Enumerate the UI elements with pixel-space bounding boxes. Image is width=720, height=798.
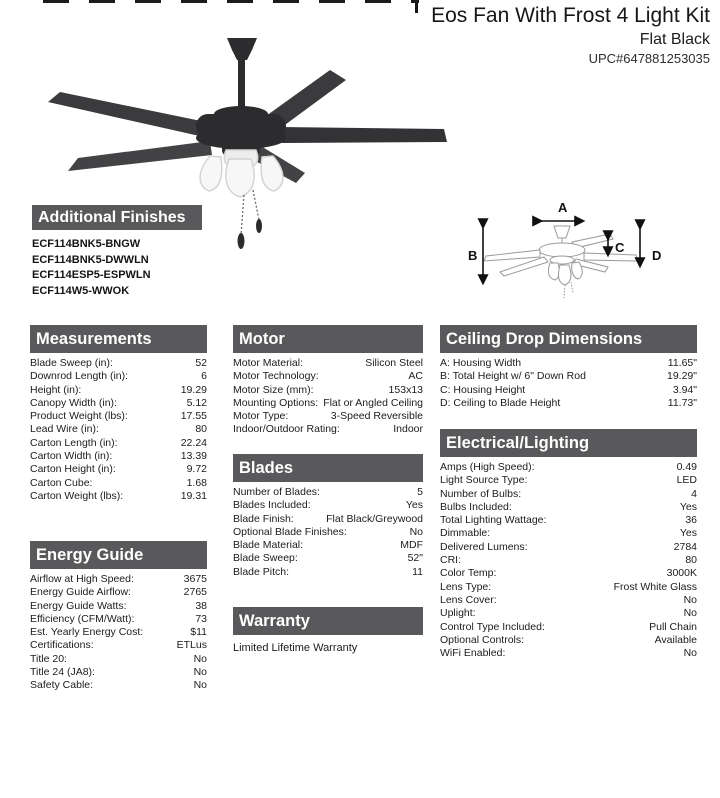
spec-label: Energy Guide Watts: <box>30 599 127 612</box>
spec-label: Indoor/Outdoor Rating: <box>233 423 340 436</box>
dim-label-a: A <box>558 200 568 215</box>
section-electrical-lighting <box>440 429 697 660</box>
spec-value: Flat Black/Greywood <box>326 512 423 525</box>
spec-value: Silicon Steel <box>365 357 423 369</box>
spec-value: 13.39 <box>180 450 207 463</box>
finish-name: Flat Black <box>639 31 710 48</box>
section-measurements <box>30 325 207 503</box>
downrod <box>238 58 245 114</box>
spec-row <box>440 357 697 370</box>
spec-value: Frost White Glass <box>613 580 697 593</box>
spec-label: Optional Blade Finishes: <box>233 525 347 538</box>
spec-value: 52 <box>195 357 207 369</box>
spec-value: 11.73" <box>667 396 697 409</box>
spec-label: Product Weight (lbs): <box>30 410 128 423</box>
diagram-canopy <box>554 226 570 238</box>
spec-row <box>30 666 207 679</box>
spec-label: Canopy Width (in): <box>30 396 117 409</box>
spec-label: Blade Finish: <box>233 512 294 525</box>
section-header-energy-guide: Energy Guide <box>30 541 207 569</box>
spec-value: AC <box>408 370 423 383</box>
spec-row <box>233 357 423 370</box>
spec-label: Carton Width (in): <box>30 450 113 463</box>
spec-row <box>30 679 207 692</box>
spec-value: 2784 <box>673 540 697 553</box>
section-header-ceiling-drop: Ceiling Drop Dimensions <box>440 325 697 353</box>
spec-row <box>30 450 207 463</box>
spec-value: 3-Speed Reversible <box>330 410 423 423</box>
section-blades <box>233 454 423 579</box>
ceiling-drop-rows <box>440 357 697 410</box>
title-block <box>431 4 710 67</box>
spec-value: 11 <box>412 565 423 578</box>
spec-row <box>30 423 207 436</box>
spec-row <box>233 566 423 579</box>
spec-row <box>440 461 697 474</box>
spec-value: 4 <box>691 487 697 500</box>
spec-value: 22.24 <box>180 436 207 449</box>
spec-value: Flat or Angled Ceiling <box>323 396 423 409</box>
spec-label: Optional Controls: <box>440 633 525 646</box>
energy-guide-rows <box>30 573 207 693</box>
spec-row <box>30 370 207 383</box>
upc-code: UPC#647881253035 <box>588 51 710 66</box>
spec-value: No <box>683 593 697 606</box>
spec-row <box>233 539 423 552</box>
electrical-rows <box>440 461 697 660</box>
spec-row <box>233 410 423 423</box>
cropped-letterhead-mark <box>415 2 418 13</box>
spec-row <box>30 626 207 639</box>
spec-label: Color Temp: <box>440 567 497 580</box>
spec-label: CRI: <box>440 554 461 567</box>
spec-label: D: Ceiling to Blade Height <box>440 396 561 409</box>
spec-label: Energy Guide Airflow: <box>30 586 131 599</box>
section-header-measurements: Measurements <box>30 325 207 353</box>
spec-row <box>30 653 207 666</box>
diagram-blade-left <box>484 250 540 261</box>
spec-row <box>30 463 207 476</box>
spec-row <box>30 477 207 490</box>
spec-label: Carton Length (in): <box>30 436 118 449</box>
section-energy-guide <box>30 541 207 693</box>
pull-chain-fob-short <box>256 219 262 233</box>
canopy <box>227 38 257 60</box>
spec-label: Carton Height (in): <box>30 463 116 476</box>
spec-label: Carton Weight (lbs): <box>30 489 124 502</box>
spec-value: 1.68 <box>186 476 207 489</box>
spec-label: Safety Cable: <box>30 679 94 692</box>
spec-label: Lead Wire (in): <box>30 423 99 436</box>
page-title: Eos Fan With Frost 4 Light Kit <box>431 4 710 27</box>
spec-label: Bulbs Included: <box>440 500 512 513</box>
spec-row <box>30 600 207 613</box>
spec-value: MDF <box>400 539 423 552</box>
spec-label: Efficiency (CFM/Watt): <box>30 612 135 625</box>
spec-value: 80 <box>195 423 207 436</box>
spec-label: Light Source Type: <box>440 474 528 487</box>
dim-label-b: B <box>468 248 478 263</box>
spec-value: 9.72 <box>186 463 207 476</box>
spec-row <box>440 488 697 501</box>
spec-row <box>440 581 697 594</box>
dim-label-d: D <box>652 248 662 263</box>
spec-label: Certifications: <box>30 639 94 652</box>
spec-value: Indoor <box>393 423 423 436</box>
spec-label: Airflow at High Speed: <box>30 573 134 585</box>
pull-chain-short <box>253 190 259 220</box>
spec-value: 2765 <box>183 586 207 599</box>
spec-label: Lens Type: <box>440 580 492 593</box>
spec-value: 19.31 <box>180 489 207 502</box>
spec-label: Motor Size (mm): <box>233 383 314 396</box>
spec-row <box>30 613 207 626</box>
spec-label: C: Housing Height <box>440 383 526 396</box>
spec-label: Lens Cover: <box>440 593 497 606</box>
section-warranty <box>233 607 423 654</box>
glass-shade-front <box>226 159 254 197</box>
spec-row <box>440 514 697 527</box>
finish-code-list <box>32 237 202 299</box>
spec-label: Motor Technology: <box>233 370 319 383</box>
spec-label: Blade Sweep (in): <box>30 357 113 369</box>
spec-value: 52" <box>407 552 423 565</box>
section-header-motor: Motor <box>233 325 423 353</box>
spec-value: 5 <box>417 486 423 498</box>
spec-value: 19.29" <box>666 370 697 383</box>
spec-label: Blade Sweep: <box>233 552 298 565</box>
section-header-blades: Blades <box>233 454 423 482</box>
spec-value: No <box>193 652 207 665</box>
spec-row <box>233 370 423 383</box>
frost-glass-shades <box>200 150 283 197</box>
spec-label: Carton Cube: <box>30 476 93 489</box>
spec-label: Uplight: <box>440 607 476 620</box>
diagram-blade-lower-left <box>500 257 548 276</box>
spec-value: 3675 <box>183 573 207 585</box>
finish-code: ECF114BNK5-BNGW <box>32 238 141 250</box>
spec-value: 17.55 <box>180 410 207 423</box>
spec-row <box>440 594 697 607</box>
spec-value: Available <box>654 633 697 646</box>
spec-value: No <box>683 647 697 660</box>
spec-label: Mounting Options: <box>233 396 319 409</box>
spec-value: 3000K <box>666 567 697 580</box>
spec-row <box>440 474 697 487</box>
spec-row <box>440 397 697 410</box>
spec-value: 36 <box>685 514 697 527</box>
spec-value: No <box>193 666 207 679</box>
spec-row <box>440 541 697 554</box>
fan-blade-right <box>280 127 447 143</box>
diagram-fan-lineart <box>484 226 638 298</box>
spec-value: Yes <box>679 500 697 513</box>
pull-chain-long <box>241 195 244 235</box>
spec-label: Control Type Included: <box>440 620 545 633</box>
section-header-additional-finishes: Additional Finishes <box>32 205 202 230</box>
spec-row <box>233 384 423 397</box>
warranty-text: Limited Lifetime Warranty <box>233 642 358 654</box>
finish-code: ECF114BNK5-DWWLN <box>32 253 149 266</box>
spec-label: A: Housing Width <box>440 357 522 369</box>
spec-row <box>30 490 207 503</box>
spec-value: 38 <box>195 599 207 612</box>
spec-label: WiFi Enabled: <box>440 647 506 660</box>
spec-row <box>440 554 697 567</box>
diagram-housing <box>539 243 585 257</box>
spec-row <box>30 384 207 397</box>
spec-value: 153x13 <box>388 383 423 396</box>
glass-shade-left <box>200 156 222 191</box>
spec-value: No <box>683 607 697 620</box>
finish-code: ECF114W5-WWOK <box>32 284 130 297</box>
spec-label: Downrod Length (in): <box>30 370 129 383</box>
ceiling-drop-diagram <box>468 192 713 317</box>
pull-chains <box>238 190 263 249</box>
spec-value: 0.49 <box>676 461 697 473</box>
spec-value: 11.65" <box>667 357 697 369</box>
spec-row <box>440 370 697 383</box>
spec-row <box>30 573 207 586</box>
finish-code: ECF114ESP5-ESPWLN <box>32 269 151 281</box>
spec-label: Total Lighting Wattage: <box>440 514 547 527</box>
pull-chain-fob-long <box>238 233 245 249</box>
spec-label: Amps (High Speed): <box>440 461 535 473</box>
spec-value: 5.12 <box>186 396 207 409</box>
spec-label: Blades Included: <box>233 499 311 512</box>
section-ceiling-drop-dimensions <box>440 325 697 410</box>
spec-row <box>440 384 697 397</box>
spec-row <box>233 423 423 436</box>
spec-value: $11 <box>190 626 207 639</box>
spec-value: No <box>193 679 207 692</box>
spec-label: Blade Material: <box>233 539 304 552</box>
spec-row <box>440 567 697 580</box>
fan-body <box>196 38 286 162</box>
spec-row <box>440 634 697 647</box>
spec-label: Height (in): <box>30 383 82 396</box>
diagram-shade-front <box>558 265 570 285</box>
spec-row <box>440 501 697 514</box>
spec-label: Motor Material: <box>233 357 304 369</box>
spec-row <box>30 410 207 423</box>
spec-value: No <box>409 525 423 538</box>
spec-label: Motor Type: <box>233 410 289 423</box>
spec-label: Number of Bulbs: <box>440 487 522 500</box>
spec-value: Yes <box>679 527 697 540</box>
spec-label: Est. Yearly Energy Cost: <box>30 626 144 639</box>
diagram-shade-right <box>572 262 583 279</box>
diagram-shade-left <box>548 263 559 280</box>
section-header-warranty: Warranty <box>233 607 423 635</box>
spec-row <box>30 437 207 450</box>
blades-rows <box>233 486 423 579</box>
spec-row <box>233 513 423 526</box>
spec-label: Blade Pitch: <box>233 565 290 578</box>
spec-row <box>440 607 697 620</box>
spec-row <box>233 486 423 499</box>
spec-row <box>30 586 207 599</box>
spec-value: ETLus <box>176 639 207 652</box>
spec-value: 6 <box>201 370 207 383</box>
spec-row <box>233 499 423 512</box>
spec-value: 73 <box>195 612 207 625</box>
spec-label: Delivered Lumens: <box>440 540 528 553</box>
spec-row <box>440 647 697 660</box>
spec-value: Yes <box>405 499 423 512</box>
section-additional-finishes <box>32 205 202 299</box>
spec-label: Number of Blades: <box>233 486 320 498</box>
spec-row <box>30 357 207 370</box>
dim-label-c: C <box>615 240 625 255</box>
section-motor <box>233 325 423 437</box>
spec-label: Title 20: <box>30 652 67 665</box>
cropped-letterhead-dashes <box>43 0 419 3</box>
spec-row <box>30 639 207 652</box>
spec-row <box>30 397 207 410</box>
spec-row <box>233 526 423 539</box>
spec-row <box>233 397 423 410</box>
spec-label: B: Total Height w/ 6" Down Rod <box>440 370 586 383</box>
spec-value: 3.94" <box>672 383 697 396</box>
spec-row <box>440 621 697 634</box>
fan-blade-lower-left <box>68 141 212 171</box>
spec-row <box>440 527 697 540</box>
spec-value: 19.29 <box>180 383 207 396</box>
diagram-blade-right <box>584 253 638 261</box>
fan-blade-left <box>48 92 206 137</box>
spec-value: Pull Chain <box>649 620 697 633</box>
motor-rows <box>233 357 423 437</box>
spec-value: LED <box>676 474 697 487</box>
spec-label: Title 24 (JA8): <box>30 666 95 679</box>
spec-label: Dimmable: <box>440 527 491 540</box>
spec-value: 80 <box>685 554 697 567</box>
measurements-rows <box>30 357 207 503</box>
spec-row <box>233 552 423 565</box>
section-header-electrical: Electrical/Lighting <box>440 429 697 457</box>
